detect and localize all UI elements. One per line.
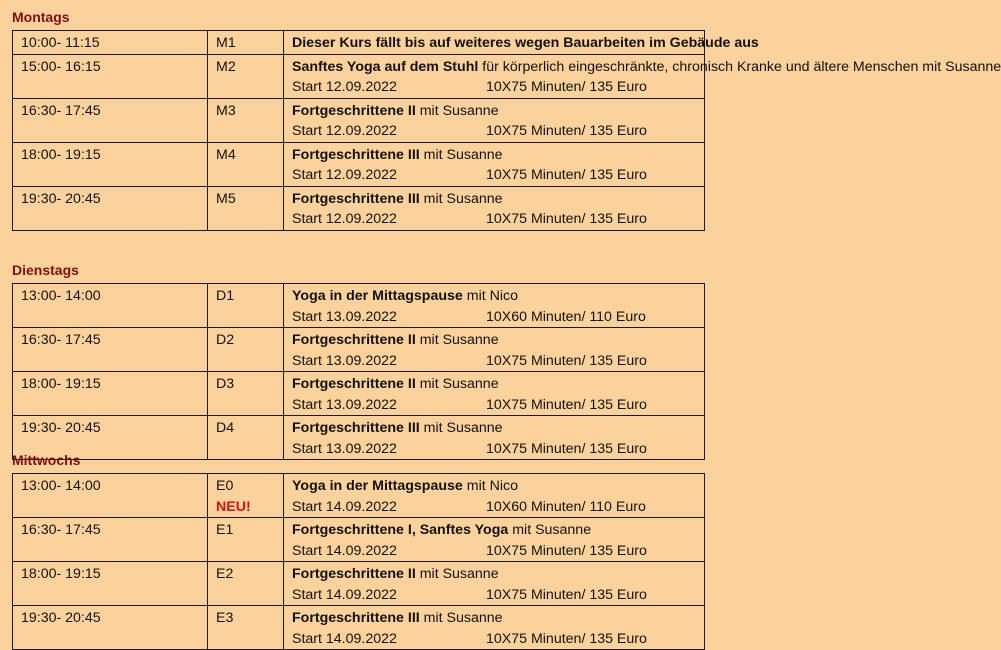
course-duration-price: 10X75 Minuten/ 135 Euro (486, 79, 647, 95)
course-info: mit Nico (462, 478, 518, 494)
course-title: Fortgeschrittene II (292, 102, 416, 119)
start-date: Start 14.09.2022 (292, 586, 397, 603)
course-duration-price: 10X75 Minuten/ 135 Euro (486, 211, 647, 227)
time-cell: 18:00- 19:15 (13, 142, 208, 186)
code-cell: D1 (208, 284, 284, 328)
time-cell: 19:30- 20:45 (13, 416, 208, 460)
start-date: Start 14.09.2022 (292, 542, 397, 559)
course-meta (292, 77, 696, 98)
start-date: Start 13.09.2022 (292, 440, 397, 457)
table-row (13, 416, 705, 460)
start-date: Start 13.09.2022 (292, 396, 397, 413)
start-date: Start 13.09.2022 (292, 308, 397, 325)
course-duration-price: 10X75 Minuten/ 135 Euro (486, 542, 647, 559)
schedule-table-dienstags (12, 283, 705, 460)
course-title: Yoga in der Mittagspause (292, 478, 463, 494)
code-cell: M2 (208, 54, 284, 98)
time-cell: 18:00- 19:15 (13, 562, 208, 606)
course-title: Dieser Kurs fällt bis auf weiteres wegen Bauarbeiten im Gebäude aus (292, 35, 759, 51)
course-title: Fortgeschrittene III (292, 610, 420, 626)
start-date: Start 14.09.2022 (292, 498, 397, 515)
course-title: Sanftes Yoga auf dem Stuhl (292, 58, 479, 75)
description-cell (284, 186, 705, 230)
time-cell: 19:30- 20:45 (13, 606, 208, 650)
description-cell (284, 372, 705, 416)
course-code: E0 (216, 478, 234, 494)
time-cell: 15:00- 16:15 (13, 54, 208, 98)
start-date: Start 12.09.2022 (292, 79, 397, 95)
course-title: Fortgeschrittene II (292, 332, 416, 348)
course-meta (292, 541, 696, 562)
description-cell (284, 54, 1001, 98)
course-duration-price: 10X60 Minuten/ 110 Euro (486, 498, 646, 515)
table-row (13, 98, 705, 142)
course-info: für körperlich eingeschränkte, chronisch Kranke und ältere Menschen mit Susanne (478, 58, 1001, 75)
table-row (13, 518, 705, 562)
course-info: mit Susanne (415, 102, 499, 119)
time-cell: 18:00- 19:15 (13, 372, 208, 416)
course-info: mit Susanne (419, 190, 503, 207)
course-meta (292, 629, 696, 650)
code-cell: E1 (208, 518, 284, 562)
course-duration-price: 10X75 Minuten/ 135 Euro (486, 396, 647, 413)
course-meta (292, 165, 696, 186)
course-duration-price: 10X60 Minuten/ 110 Euro (486, 308, 646, 325)
course-duration-price: 10X75 Minuten/ 135 Euro (486, 630, 647, 647)
course-info: mit Nico (462, 288, 518, 304)
course-title: Yoga in der Mittagspause (292, 288, 463, 304)
schedule-table-montags (12, 30, 1001, 231)
code-cell: M1 (208, 31, 284, 55)
course-info: mit Susanne (508, 522, 592, 538)
course-title: Fortgeschrittene II (292, 376, 416, 392)
table-row (13, 328, 705, 372)
course-meta (292, 585, 696, 606)
course-title: Fortgeschrittene II (292, 566, 416, 582)
description-cell (284, 562, 705, 606)
description-cell (284, 606, 705, 650)
table-row (13, 186, 705, 230)
code-cell: M5 (208, 186, 284, 230)
table-row (13, 284, 705, 328)
new-badge: NEU! (216, 498, 251, 515)
start-date: Start 12.09.2022 (292, 211, 397, 227)
course-meta (292, 351, 696, 372)
course-meta (292, 439, 696, 460)
schedule-table-mittwochs (12, 473, 705, 650)
table-row (13, 54, 705, 98)
course-title: Fortgeschrittene III (292, 420, 420, 436)
description-cell (284, 328, 705, 372)
day-heading-dienstags: Dienstags (12, 262, 79, 278)
table-row (13, 372, 705, 416)
start-date: Start 12.09.2022 (292, 123, 397, 139)
description-cell (284, 474, 705, 518)
course-duration-price: 10X75 Minuten/ 135 Euro (486, 352, 647, 369)
course-duration-price: 10X75 Minuten/ 135 Euro (486, 586, 647, 603)
course-duration-price: 10X75 Minuten/ 135 Euro (486, 440, 647, 457)
course-info: mit Susanne (415, 332, 499, 348)
course-info: mit Susanne (419, 420, 503, 436)
course-meta (292, 307, 696, 328)
code-cell: E3 (208, 606, 284, 650)
time-cell: 16:30- 17:45 (13, 518, 208, 562)
table-row (13, 562, 705, 606)
code-cell: M4 (208, 142, 284, 186)
course-meta (292, 209, 696, 230)
course-title: Fortgeschrittene III (292, 146, 420, 163)
description-cell (284, 518, 705, 562)
time-cell: 13:00- 14:00 (13, 284, 208, 328)
description-cell (284, 142, 705, 186)
code-cell: D3 (208, 372, 284, 416)
table-row (13, 31, 705, 55)
description-cell (284, 284, 705, 328)
course-meta (292, 121, 696, 142)
time-cell: 16:30- 17:45 (13, 328, 208, 372)
table-row (13, 474, 705, 518)
table-row (13, 142, 705, 186)
code-cell (208, 474, 284, 518)
time-cell: 19:30- 20:45 (13, 186, 208, 230)
start-date: Start 13.09.2022 (292, 352, 397, 369)
time-cell: 13:00- 14:00 (13, 474, 208, 518)
time-cell: 16:30- 17:45 (13, 98, 208, 142)
course-duration-price: 10X75 Minuten/ 135 Euro (486, 123, 647, 139)
course-info: mit Susanne (419, 610, 503, 626)
course-title: Fortgeschrittene III (292, 190, 420, 207)
code-cell: D2 (208, 328, 284, 372)
course-info: mit Susanne (415, 566, 499, 582)
table-row (13, 606, 705, 650)
description-cell (284, 31, 759, 55)
start-date: Start 14.09.2022 (292, 630, 397, 647)
course-meta (292, 395, 696, 416)
code-cell: M3 (208, 98, 284, 142)
day-heading-mittwochs: Mittwochs (12, 452, 81, 468)
course-meta (292, 497, 696, 518)
description-cell (284, 98, 705, 142)
course-info: mit Susanne (415, 376, 499, 392)
description-cell (284, 416, 705, 460)
course-title: Fortgeschrittene I, Sanftes Yoga (292, 522, 509, 538)
code-cell: D4 (208, 416, 284, 460)
course-duration-price: 10X75 Minuten/ 135 Euro (486, 167, 647, 183)
start-date: Start 12.09.2022 (292, 167, 397, 183)
time-cell: 10:00- 11:15 (13, 31, 208, 55)
day-heading-montags: Montags (12, 9, 70, 25)
course-info: mit Susanne (419, 146, 503, 163)
code-cell: E2 (208, 562, 284, 606)
